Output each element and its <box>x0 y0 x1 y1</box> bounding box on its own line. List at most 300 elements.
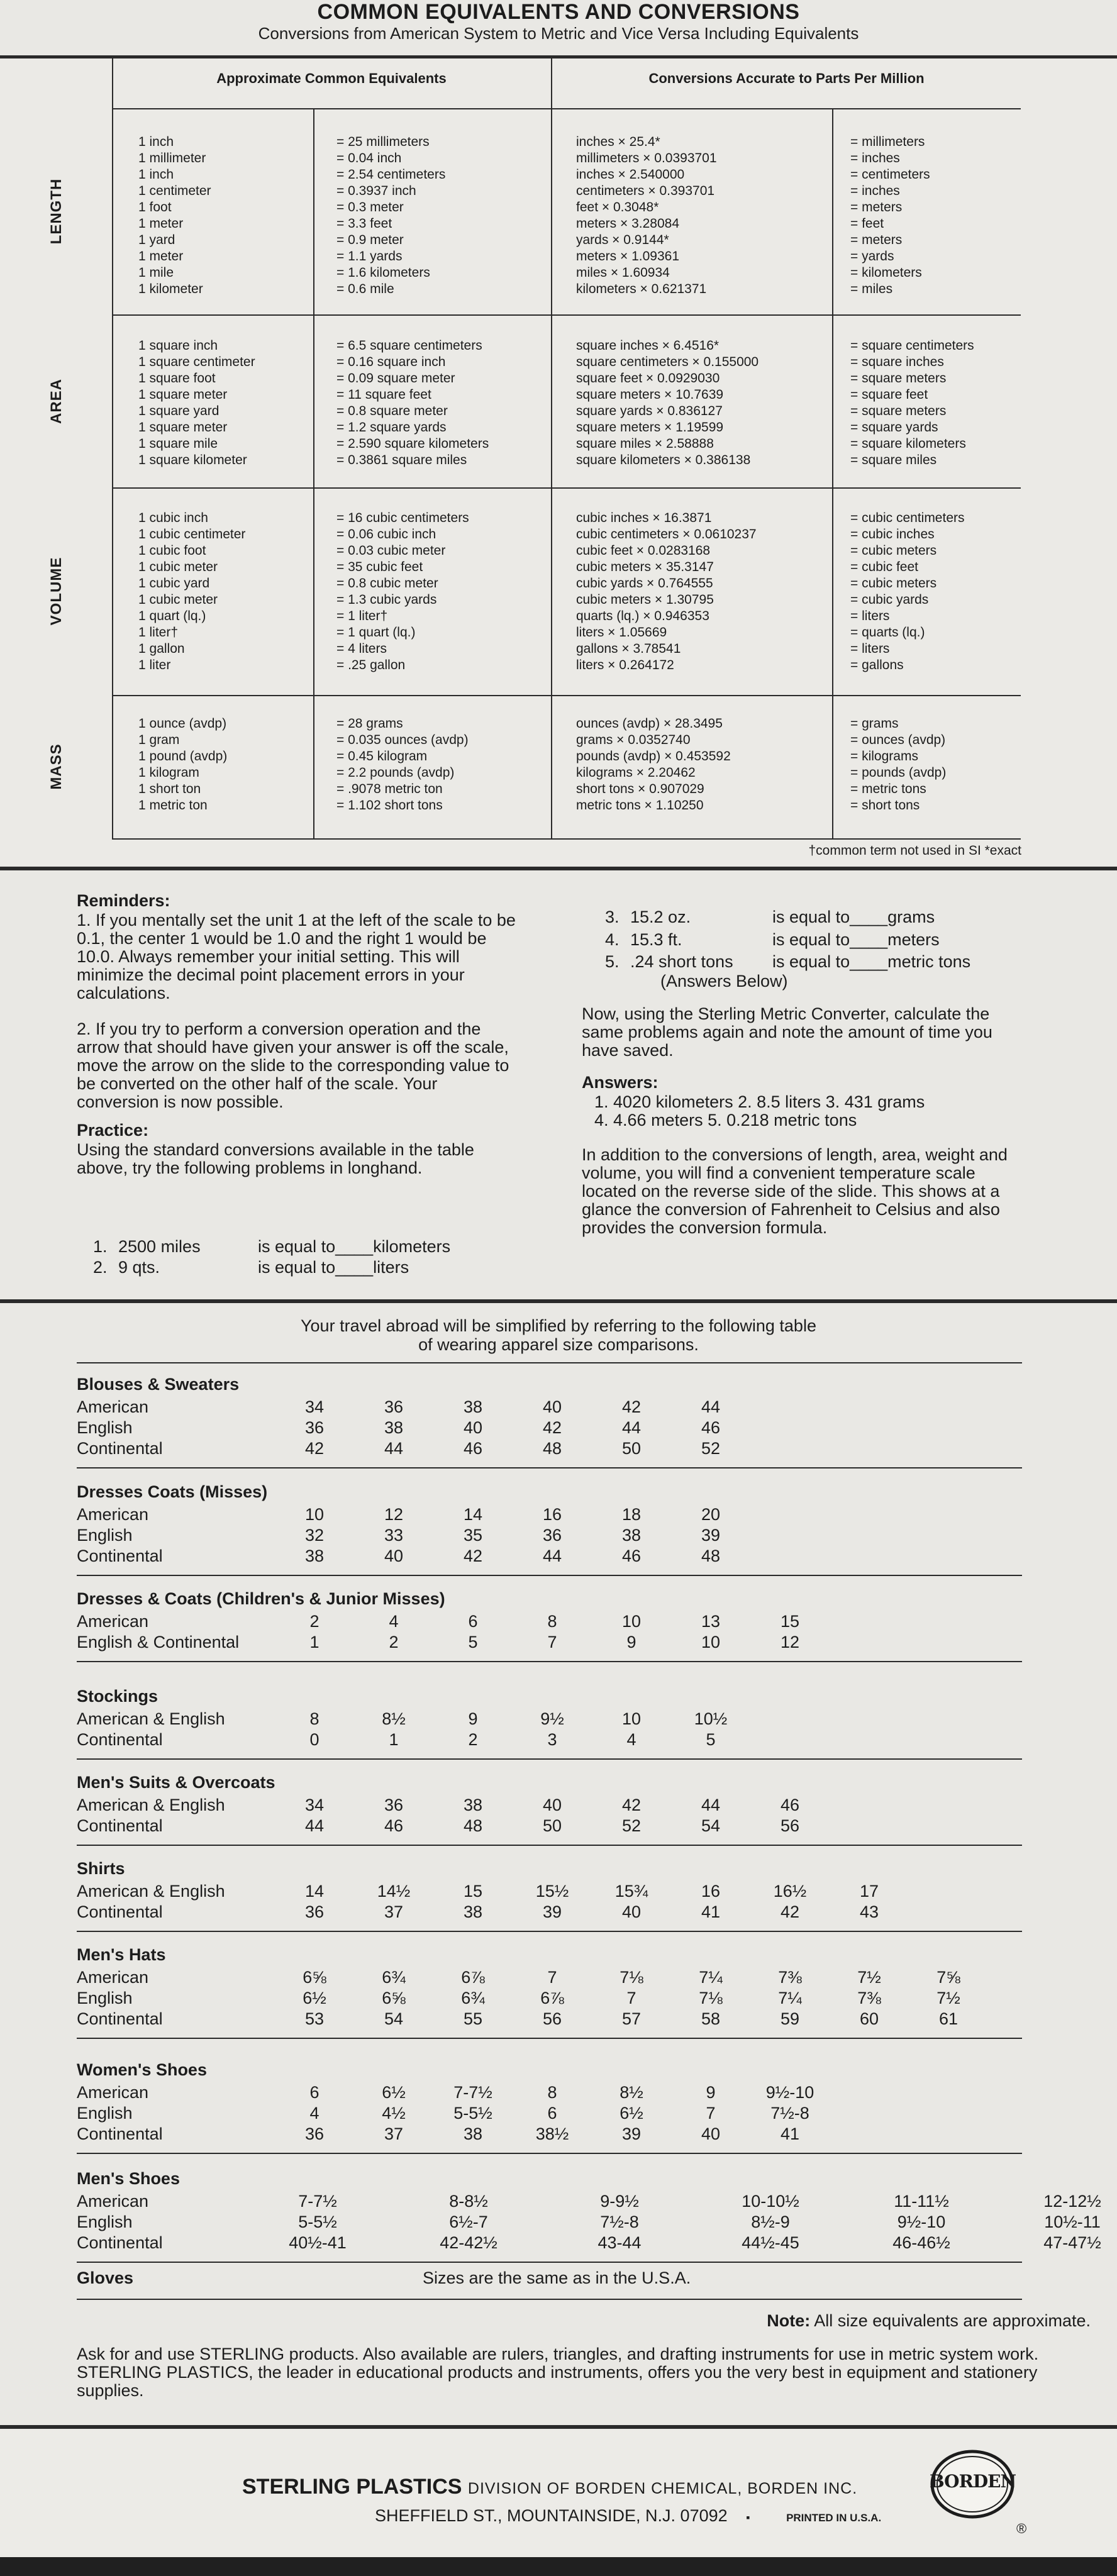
unit-column <box>138 338 255 469</box>
size-row-label: American & English <box>77 1882 225 1901</box>
size-cell: 5 <box>706 1730 716 1749</box>
result-cell: = square yards <box>850 420 938 435</box>
problem-number: 3. <box>605 908 620 926</box>
size-cell: 36 <box>304 1902 325 1921</box>
result-column <box>850 510 965 674</box>
size-cell: 7 <box>706 2104 716 2123</box>
formula-cell: grams × 0.0352740 <box>576 733 691 747</box>
unit-cell: 1 square yard <box>138 404 220 418</box>
size-cell: 36 <box>542 1526 562 1545</box>
unit-cell: 1 cubic foot <box>138 543 206 558</box>
result-cell: = square centimeters <box>850 338 974 353</box>
size-cell: 38 <box>463 2124 483 2143</box>
reminder-1: 1. If you mentally set the unit 1 at the left of the scale to be 0.1, the center 1 would be 1.0 and the right 1 would be 10.0. Always remember your initial setting. This will minimize the decimal point placement errors in your calculations. <box>77 911 516 1002</box>
unit-cell: 1 gram <box>138 733 180 747</box>
company-name: STERLING PLASTICS <box>242 2475 462 2499</box>
size-cell: 32 <box>304 1526 325 1545</box>
problem-number: 5. <box>605 952 620 971</box>
size-cell: 1 <box>389 1730 399 1749</box>
equivalent-cell: = 0.8 cubic meter <box>336 576 438 591</box>
size-cell: 55 <box>463 2009 483 2028</box>
size-cell: 4½ <box>382 2104 406 2123</box>
size-cell: 5 <box>468 1633 478 1652</box>
problem-equation: is equal to____kilometers <box>258 1237 451 1256</box>
section-divider-1 <box>0 867 1117 870</box>
size-cell: 52 <box>621 1816 642 1835</box>
table-bottom-rule <box>112 838 1021 840</box>
equivalent-cell: = 0.45 kilogram <box>336 749 428 763</box>
formula-cell: square centimeters × 0.155000 <box>576 355 759 369</box>
apparel-section-title: Blouses & Sweaters <box>77 1375 240 1394</box>
equivalent-cell: = 1.6 kilometers <box>336 265 430 280</box>
problem-number: 2. <box>93 1258 108 1277</box>
size-cell: 42-42½ <box>440 2233 497 2252</box>
gloves-rule <box>77 2299 1022 2300</box>
unit-cell: 1 gallon <box>138 641 185 656</box>
equivalent-cell: = 4 liters <box>336 641 387 656</box>
formula-cell: cubic centimeters × 0.0610237 <box>576 527 757 541</box>
apparel-section-rule <box>77 2262 1022 2263</box>
size-row-label: American & English <box>77 1709 225 1728</box>
unit-cell: 1 cubic meter <box>138 592 218 607</box>
unit-cell: 1 cubic yard <box>138 576 210 591</box>
size-cell: 52 <box>701 1439 721 1458</box>
size-cell: 15¾ <box>614 1882 648 1901</box>
equivalent-cell: = 11 square feet <box>336 387 431 402</box>
size-cell: 57 <box>621 2009 642 2028</box>
equivalent-cell: = 0.3937 inch <box>336 184 416 198</box>
size-cell: 38 <box>384 1418 404 1437</box>
formula-column <box>576 134 717 297</box>
result-cell: = square meters <box>850 371 947 386</box>
size-cell: 3 <box>547 1730 557 1749</box>
bottom-edge-strip <box>0 2557 1117 2576</box>
equivalent-cell: = 1.102 short tons <box>336 798 443 813</box>
size-cell: 15½ <box>535 1882 569 1901</box>
table-col-divider-2 <box>551 58 552 838</box>
size-cell: 9½-10 <box>897 2212 946 2231</box>
formula-cell: cubic meters × 35.3147 <box>576 560 714 574</box>
size-cell: 0 <box>309 1730 320 1749</box>
size-cell: 39 <box>621 2124 642 2143</box>
addition-text: In addition to the conversions of length, area, weight and volume, you will find a convenient temperature scale located on the reverse side of the slide. This shows at a glance the conversion of Fahrenheit to Celsius and also provides the conversion formula. <box>582 1145 1008 1237</box>
result-cell: = cubic inches <box>850 527 935 541</box>
size-cell: 10-10½ <box>742 2192 799 2211</box>
result-cell: = ounces (avdp) <box>850 733 946 747</box>
size-cell: 18 <box>621 1505 642 1524</box>
apparel-section-title: Men's Shoes <box>77 2169 180 2188</box>
size-cell: 36 <box>304 2124 325 2143</box>
size-cell: 6 <box>309 2083 320 2102</box>
table-footnote: †common term not used in SI *exact <box>808 843 1021 858</box>
size-cell: 10½-11 <box>1044 2212 1101 2231</box>
reminders-left-column <box>77 892 517 1177</box>
unit-column <box>138 716 227 814</box>
table-row-rule-1 <box>112 314 1021 316</box>
size-cell: 2 <box>468 1730 478 1749</box>
table-col-divider-3 <box>832 108 833 839</box>
section-divider-2 <box>0 1299 1117 1303</box>
problem-equation: is equal to____liters <box>258 1258 409 1277</box>
size-cell: 8½ <box>620 2083 643 2102</box>
size-cell: 56 <box>542 2009 562 2028</box>
size-row-label: English <box>77 2104 133 2123</box>
section-label-mass: MASS <box>48 743 65 790</box>
size-cell: 8 <box>547 2083 557 2102</box>
size-cell: 7¼ <box>699 1968 723 1987</box>
division-text: DIVISION OF BORDEN CHEMICAL, BORDEN INC. <box>467 2480 858 2497</box>
result-cell: = cubic yards <box>850 592 929 607</box>
size-row-label: Continental <box>77 1730 163 1749</box>
size-cell: 38 <box>463 1796 483 1814</box>
size-cell: 33 <box>384 1526 404 1545</box>
size-row-label: Continental <box>77 1902 163 1921</box>
size-cell: 7½ <box>857 1968 881 1987</box>
equivalent-cell: = .25 gallon <box>336 658 406 672</box>
size-cell: 6⅝ <box>382 1989 406 2007</box>
size-cell: 4 <box>389 1612 399 1631</box>
result-cell: = millimeters <box>850 135 925 149</box>
size-cell: 60 <box>859 2009 879 2028</box>
size-cell: 38½ <box>535 2124 569 2143</box>
size-cell: 13 <box>701 1612 721 1631</box>
size-cell: 10 <box>304 1505 325 1524</box>
company-address: SHEFFIELD ST., MOUNTAINSIDE, N.J. 07092 <box>375 2506 728 2525</box>
size-cell: 12 <box>780 1633 800 1652</box>
equivalent-column <box>336 338 489 469</box>
size-cell: 8½-9 <box>751 2212 790 2231</box>
formula-cell: liters × 1.05669 <box>576 625 667 640</box>
size-cell: 9 <box>468 1709 478 1728</box>
size-cell: 44 <box>304 1816 325 1835</box>
formula-cell: millimeters × 0.0393701 <box>576 151 717 165</box>
borden-logo-text: BORDEN <box>930 2471 1016 2492</box>
unit-cell: 1 cubic centimeter <box>138 527 246 541</box>
size-cell: 50 <box>621 1439 642 1458</box>
size-cell: 9 <box>626 1633 636 1652</box>
unit-cell: 1 pound (avdp) <box>138 749 228 763</box>
unit-cell: 1 meter <box>138 249 184 264</box>
equivalent-cell: = 0.16 square inch <box>336 355 446 369</box>
formula-cell: cubic meters × 1.30795 <box>576 592 714 607</box>
result-cell: = grams <box>850 716 899 731</box>
unit-cell: 1 liter <box>138 658 171 672</box>
size-cell: 42 <box>621 1397 642 1416</box>
equivalent-cell: = 2.54 centimeters <box>336 167 446 182</box>
unit-cell: 1 inch <box>138 167 174 182</box>
size-cell: 4 <box>309 2104 320 2123</box>
size-cell: 42 <box>304 1439 325 1458</box>
equivalent-cell: = 16 cubic centimeters <box>336 511 469 525</box>
size-cell: 6⅝ <box>303 1968 326 1987</box>
size-cell: 44 <box>384 1439 404 1458</box>
size-cell: 36 <box>384 1397 404 1416</box>
size-row-label: English <box>77 1526 133 1545</box>
size-cell: 40 <box>542 1397 562 1416</box>
result-cell: = feet <box>850 216 884 231</box>
formula-cell: miles × 1.60934 <box>576 265 670 280</box>
size-cell: 6½ <box>620 2104 643 2123</box>
section-label-area: AREA <box>48 378 65 424</box>
unit-cell: 1 foot <box>138 200 172 214</box>
size-cell: 47-47½ <box>1043 2233 1101 2252</box>
size-cell: 46-46½ <box>892 2233 950 2252</box>
problem-quantity: 15.2 oz. <box>630 908 691 926</box>
formula-cell: metric tons × 1.10250 <box>576 798 704 813</box>
size-cell: 6⅞ <box>461 1968 485 1987</box>
formula-cell: meters × 1.09361 <box>576 249 680 264</box>
answers-below-note: (Answers Below) <box>660 972 788 991</box>
formula-cell: kilograms × 2.20462 <box>576 765 696 780</box>
size-cell: 46 <box>780 1796 800 1814</box>
formula-cell: inches × 25.4* <box>576 135 660 149</box>
formula-cell: short tons × 0.907029 <box>576 782 704 796</box>
size-cell: 44 <box>621 1418 642 1437</box>
size-cell: 54 <box>701 1816 721 1835</box>
result-cell: = square inches <box>850 355 944 369</box>
size-cell: 10½ <box>694 1709 728 1728</box>
apparel-section-rule <box>77 1575 1022 1576</box>
size-cell: 46 <box>621 1546 642 1565</box>
size-cell: 14 <box>463 1505 483 1524</box>
apparel-intro <box>0 1316 1117 1354</box>
result-cell: = meters <box>850 233 903 247</box>
size-row-label: American & English <box>77 1796 225 1814</box>
size-note <box>767 2311 1091 2331</box>
size-cell: 7⅜ <box>857 1989 881 2007</box>
size-cell: 12 <box>384 1505 404 1524</box>
accurate-conversions-header: Conversions Accurate to Parts Per Million <box>648 70 925 86</box>
result-cell: = miles <box>850 282 893 296</box>
size-row-label: American <box>77 1505 149 1524</box>
size-cell: 7½-8 <box>600 2212 639 2231</box>
size-cell: 42 <box>621 1796 642 1814</box>
size-cell: 46 <box>463 1439 483 1458</box>
apparel-section-rule <box>77 1845 1022 1846</box>
unit-cell: 1 millimeter <box>138 151 206 165</box>
result-cell: = square meters <box>850 404 947 418</box>
result-cell: = yards <box>850 249 894 264</box>
result-cell: = pounds (avdp) <box>850 765 947 780</box>
result-cell: = gallons <box>850 658 904 672</box>
size-cell: 14 <box>304 1882 325 1901</box>
printed-in-usa: PRINTED IN U.S.A. <box>786 2512 882 2524</box>
size-row-label: American <box>77 1968 149 1987</box>
formula-cell: inches × 2.540000 <box>576 167 685 182</box>
size-cell: 48 <box>463 1816 483 1835</box>
result-cell: = cubic centimeters <box>850 511 965 525</box>
formula-cell: square meters × 1.19599 <box>576 420 724 435</box>
unit-cell: 1 cubic meter <box>138 560 218 574</box>
equivalent-column <box>336 510 469 674</box>
formula-cell: cubic yards × 0.764555 <box>576 576 713 591</box>
size-cell: 34 <box>304 1796 325 1814</box>
size-row-label: Continental <box>77 2124 163 2143</box>
size-cell: 42 <box>780 1902 800 1921</box>
size-cell: 6¾ <box>461 1989 485 2007</box>
size-cell: 16½ <box>773 1882 807 1901</box>
unit-cell: 1 square foot <box>138 371 216 386</box>
equivalent-cell: = 1 liter† <box>336 609 388 623</box>
size-cell: 7¼ <box>778 1989 802 2007</box>
problem-quantity: 2500 miles <box>118 1237 201 1256</box>
size-cell: 7-7½ <box>298 2192 337 2211</box>
size-cell: 7⅛ <box>699 1989 723 2007</box>
size-cell: 37 <box>384 1902 404 1921</box>
size-cell: 6 <box>547 2104 557 2123</box>
result-cell: = cubic feet <box>850 560 918 574</box>
unit-cell: 1 cubic inch <box>138 511 208 525</box>
equivalent-cell: = 1 quart (lq.) <box>336 625 416 640</box>
unit-cell: 1 square meter <box>138 387 228 402</box>
size-cell: 41 <box>701 1902 721 1921</box>
equivalent-cell: = 0.8 square meter <box>336 404 448 418</box>
unit-cell: 1 ounce (avdp) <box>138 716 227 731</box>
equivalent-cell: = 35 cubic feet <box>336 560 423 574</box>
equivalent-cell: = 25 millimeters <box>336 135 430 149</box>
size-cell: 61 <box>938 2009 959 2028</box>
equivalent-cell: = .9078 metric ton <box>336 782 443 796</box>
size-cell: 48 <box>542 1439 562 1458</box>
equivalent-cell: = 0.3 meter <box>336 200 404 214</box>
result-cell: = centimeters <box>850 167 930 182</box>
size-cell: 38 <box>621 1526 642 1545</box>
equivalent-column <box>336 134 445 297</box>
unit-cell: 1 kilometer <box>138 282 203 296</box>
size-cell: 9 <box>706 2083 716 2102</box>
apparel-section-rule <box>77 2038 1022 2039</box>
apparel-section-title: Men's Suits & Overcoats <box>77 1773 275 1792</box>
size-cell: 6½ <box>303 1989 326 2007</box>
result-column <box>850 338 974 469</box>
size-cell: 56 <box>780 1816 800 1835</box>
size-row-label: Continental <box>77 1546 163 1565</box>
size-cell: 16 <box>542 1505 562 1524</box>
size-cell: 7⅝ <box>936 1968 960 1987</box>
result-cell: = short tons <box>850 798 920 813</box>
unit-cell: 1 square inch <box>138 338 218 353</box>
page-subtitle: Conversions from American System to Metric and Vice Versa Including Equivalents <box>258 24 859 43</box>
size-cell: 7⅛ <box>620 1968 643 1987</box>
size-cell: 41 <box>780 2124 800 2143</box>
unit-cell: 1 square centimeter <box>138 355 255 369</box>
equivalent-cell: = 28 grams <box>336 716 403 731</box>
apparel-section-title: Men's Hats <box>77 1945 166 1964</box>
formula-cell: cubic inches × 16.3871 <box>576 511 712 525</box>
size-cell: 14½ <box>377 1882 411 1901</box>
size-cell: 7 <box>626 1989 636 2007</box>
section-label-length: LENGTH <box>48 178 65 245</box>
formula-cell: yards × 0.9144* <box>576 233 669 247</box>
size-cell: 12-12½ <box>1043 2192 1101 2211</box>
unit-cell: 1 quart (lq.) <box>138 609 206 623</box>
result-column <box>850 716 946 814</box>
result-cell: = square miles <box>850 453 937 467</box>
answers-heading: Answers: <box>582 1073 659 1092</box>
footer-address-line <box>375 2506 881 2526</box>
formula-column <box>576 510 757 674</box>
result-cell: = kilometers <box>850 265 922 280</box>
table-col-divider-1 <box>313 108 314 839</box>
result-cell: = cubic meters <box>850 543 937 558</box>
page-title: COMMON EQUIVALENTS AND CONVERSIONS <box>317 0 800 24</box>
equivalent-cell: = 2.590 square kilometers <box>336 436 489 451</box>
equivalent-cell: = 0.035 ounces (avdp) <box>336 733 469 747</box>
size-cell: 46 <box>701 1418 721 1437</box>
result-cell: = meters <box>850 200 903 214</box>
size-cell: 50 <box>542 1816 562 1835</box>
size-cell: 6⅞ <box>540 1989 564 2007</box>
equivalent-cell: = 0.6 mile <box>336 282 394 296</box>
size-cell: 10 <box>701 1633 721 1652</box>
apparel-section-title: Shirts <box>77 1859 125 1878</box>
apparel-intro-line-2: of wearing apparel size comparisons. <box>418 1335 699 1354</box>
table-top-rule <box>0 55 1117 58</box>
size-cell: 44 <box>701 1397 721 1416</box>
result-cell: = kilograms <box>850 749 918 763</box>
formula-cell: centimeters × 0.393701 <box>576 184 715 198</box>
table-label-divider <box>112 58 113 838</box>
size-cell: 7 <box>547 1633 557 1652</box>
size-cell: 44 <box>542 1546 562 1565</box>
gloves-title: Gloves <box>77 2268 134 2287</box>
equivalent-cell: = 1.2 square yards <box>336 420 447 435</box>
size-cell: 15 <box>780 1612 800 1631</box>
formula-cell: feet × 0.3048* <box>576 200 659 214</box>
answers-line-2: 4. 4.66 meters 5. 0.218 metric tons <box>594 1111 857 1130</box>
problem-equation: is equal to____metric tons <box>772 952 971 971</box>
formula-column <box>576 716 731 814</box>
equivalent-cell: = 1.1 yards <box>336 249 403 264</box>
size-cell: 38 <box>304 1546 325 1565</box>
apparel-intro-line-1: Your travel abroad will be simplified by referring to the following table <box>301 1316 816 1335</box>
size-cell: 2 <box>309 1612 320 1631</box>
size-cell: 4 <box>626 1730 636 1749</box>
registered-mark: ® <box>1016 2521 1027 2536</box>
size-row-label: Continental <box>77 1816 163 1835</box>
note-text: All size equivalents are approximate. <box>814 2311 1091 2330</box>
problem-quantity: .24 short tons <box>630 952 733 971</box>
formula-cell: gallons × 3.78541 <box>576 641 681 656</box>
size-cell: 43-44 <box>597 2233 642 2252</box>
formula-cell: square feet × 0.0929030 <box>576 371 720 386</box>
size-cell: 8 <box>547 1612 557 1631</box>
size-row-label: English & Continental <box>77 1633 240 1652</box>
size-row-label: English <box>77 1989 133 2007</box>
result-cell: = liters <box>850 609 890 623</box>
size-row-label: Continental <box>77 2233 163 2252</box>
size-cell: 9-9½ <box>600 2192 639 2211</box>
table-row-rule-3 <box>112 695 1021 696</box>
size-cell: 9½ <box>540 1709 564 1728</box>
unit-cell: 1 yard <box>138 233 175 247</box>
size-cell: 9½-10 <box>765 2083 814 2102</box>
size-cell: 44½-45 <box>742 2233 799 2252</box>
size-cell: 10 <box>621 1709 642 1728</box>
size-row-label: American <box>77 1612 149 1631</box>
table-row-rule-2 <box>112 487 1021 489</box>
size-row-label: English <box>77 1418 133 1437</box>
equivalent-cell: = 2.2 pounds (avdp) <box>336 765 455 780</box>
problem-equation: is equal to____grams <box>772 908 935 926</box>
now-text: Now, using the Sterling Metric Converter, calculate the same problems again and note the amount of time you have saved. <box>582 1004 992 1060</box>
size-cell: 54 <box>384 2009 404 2028</box>
size-cell: 17 <box>859 1882 879 1901</box>
apparel-section-rule <box>77 1758 1022 1760</box>
formula-cell: square meters × 10.7639 <box>576 387 724 402</box>
equivalent-cell: = 6.5 square centimeters <box>336 338 482 353</box>
problem-quantity: 15.3 ft. <box>630 930 682 949</box>
